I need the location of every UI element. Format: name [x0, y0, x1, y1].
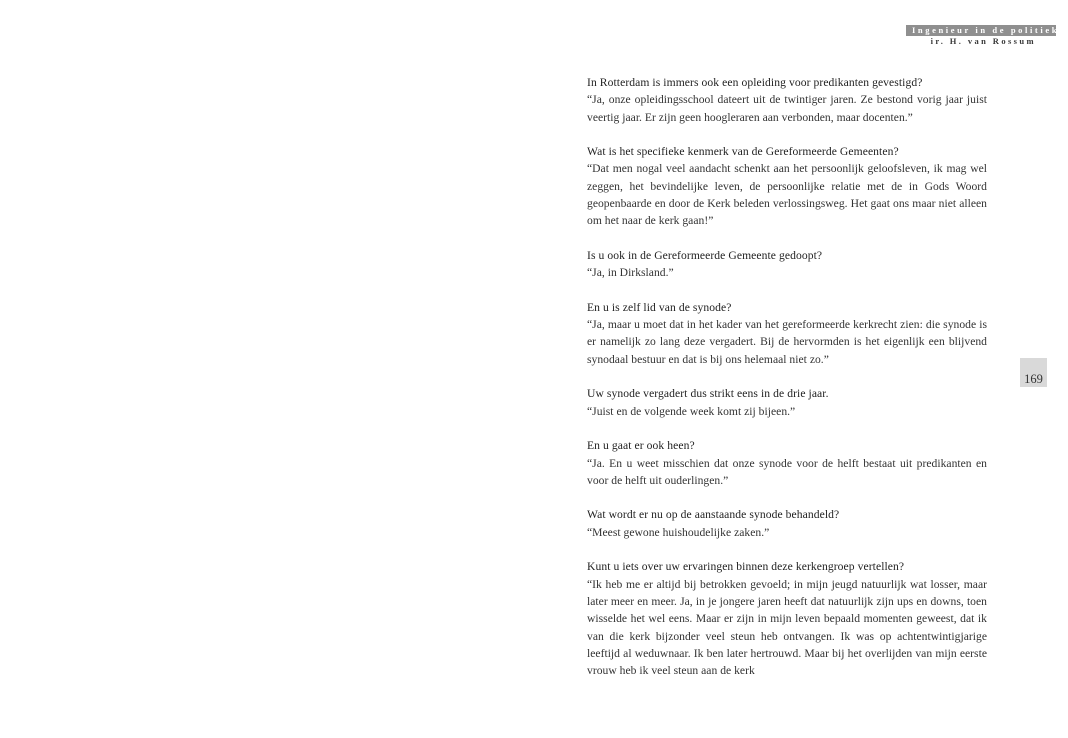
answer: “Dat men nogal veel aandacht schenkt aan het persoonlijk geloofsleven, ik mag wel zeggen, het bevindelijke leven, de persoonlijke relatie met de in Gods Woord geopenbaarde en door de Kerk beleden verlossingsweg. Het gaat ons maar niet alleen om het naar de kerk gaan!” [587, 162, 987, 228]
answer: “Meest gewone huishoudelijke zaken.” [587, 525, 770, 539]
question: Is u ook in de Gereformeerde Gemeente gedoopt? [587, 248, 823, 262]
qa-block [587, 558, 987, 679]
question: En u is zelf lid van de synode? [587, 300, 732, 314]
running-head-author: ir. H. van Rossum [930, 36, 1036, 46]
question: In Rotterdam is immers ook een opleiding voor predikanten gevestigd? [587, 76, 923, 89]
page-number: 169 [1024, 372, 1043, 386]
question: Wat is het specifieke kenmerk van de Gereformeerde Gemeenten? [587, 145, 899, 159]
answer: “Ja, in Dirksland.” [587, 266, 674, 280]
question: Kunt u iets over uw ervaringen binnen deze kerkengroep vertellen? [587, 560, 905, 574]
qa-block [587, 437, 987, 489]
running-head [906, 25, 1060, 47]
answer: “Juist en de volgende week komt zij bijeen.” [587, 404, 796, 418]
answer: “Ja. En u weet misschien dat onze synode voor de helft bestaat uit predikanten en voor de helft uit ouderlingen.” [587, 456, 987, 487]
qa-block [587, 299, 987, 368]
page-number-tab [1020, 358, 1047, 387]
qa-block [587, 247, 987, 282]
running-head-title: Ingenieur in de politiek [906, 25, 1056, 36]
answer: “Ja, onze opleidingsschool dateert uit de twintiger jaren. Ze bestond vorig jaar juist veertig jaar. Er zijn geen hoogleraren aan verbonden, maar docenten.” [587, 93, 987, 124]
question: Uw synode vergadert dus strikt eens in de drie jaar. [587, 387, 829, 401]
answer: “Ja, maar u moet dat in het kader van het gereformeerde kerkrecht zien: die synode is er namelijk zo lang deze vergadert. Bij de hervormden is het eigenlijk een blijvend synodaal bestuur en dat is bij ons helemaal niet zo.” [587, 318, 987, 366]
qa-block [587, 74, 987, 126]
qa-block [587, 506, 987, 541]
qa-block [587, 385, 987, 420]
question: Wat wordt er nu op de aanstaande synode behandeld? [587, 508, 840, 522]
interview-text [587, 74, 987, 697]
answer: “Ik heb me er altijd bij betrokken gevoeld; in mijn jeugd natuurlijk wat losser, maar later meer en meer. Ja, in je jongere jaren heeft dat natuurlijk zijn ups en downs, toen wisselde het wel eens. Maar er zijn in mijn leven bepaald momenten geweest, dat ik van die kerk bijzonder veel steun heb ontvangen. Ik was op achtentwintigjarige leeftijd al weduwnaar. Ik ben later hertrouwd. Maar bij het overlijden van mijn eerste vrouw heb ik veel steun aan de kerk [587, 577, 987, 678]
question: En u gaat er ook heen? [587, 439, 695, 453]
qa-block [587, 143, 987, 229]
